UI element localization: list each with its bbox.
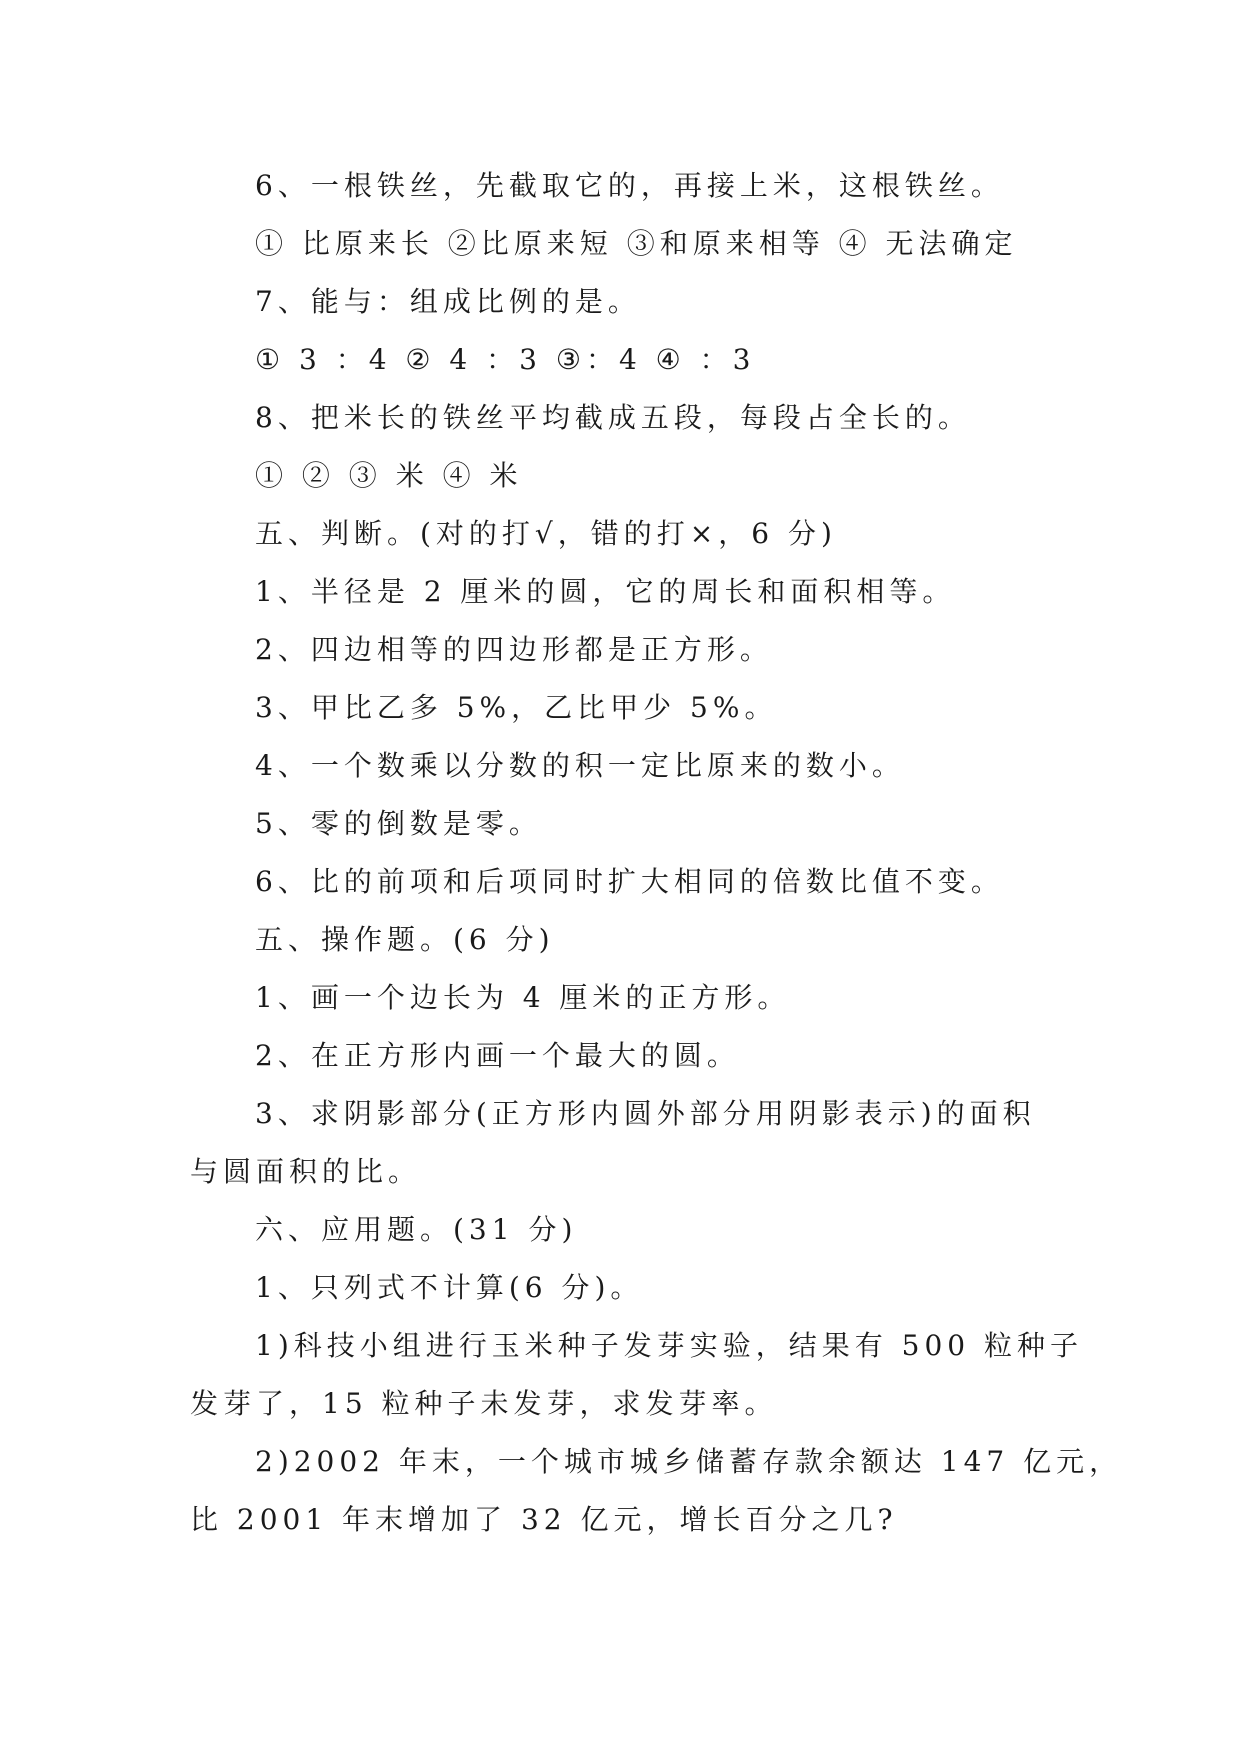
section-judgment-heading: 五、判断。(对的打√，错的打×，6 分)	[255, 517, 837, 550]
section-operation-heading: 五、操作题。(6 分)	[255, 923, 555, 956]
question-6-options: ① 比原来长 ②比原来短 ③和原来相等 ④ 无法确定	[255, 227, 1018, 260]
judgment-item-5: 5、零的倒数是零。	[255, 807, 542, 840]
question-8-text: 8、把米长的铁丝平均截成五段，每段占全长的。	[255, 401, 971, 434]
judgment-item-4: 4、一个数乘以分数的积一定比原来的数小。	[255, 749, 905, 782]
section-application-heading: 六、应用题。(31 分)	[255, 1213, 578, 1246]
question-8-options: ① ② ③ 米 ④ 米	[255, 459, 523, 492]
application-sub-2-continued: 比 2001 年末增加了 32 亿元，增长百分之几?	[190, 1503, 898, 1536]
operation-item-2: 2、在正方形内画一个最大的圆。	[255, 1039, 740, 1072]
judgment-item-6: 6、比的前项和后项同时扩大相同的倍数比值不变。	[255, 865, 1004, 898]
judgment-item-3: 3、甲比乙多 5%，乙比甲少 5%。	[255, 691, 778, 724]
application-item-1: 1、只列式不计算(6 分)。	[255, 1271, 644, 1304]
question-7-options: ① 3 ：4 ② 4 ：3 ③：4 ④ ：3	[255, 343, 756, 376]
application-sub-2: 2)2002 年末，一个城市城乡储蓄存款余额达 147 亿元，	[255, 1445, 1123, 1478]
application-sub-1: 1)科技小组进行玉米种子发芽实验，结果有 500 粒种子	[255, 1329, 1083, 1362]
operation-item-1: 1、画一个边长为 4 厘米的正方形。	[255, 981, 791, 1014]
operation-item-3: 3、求阴影部分(正方形内圆外部分用阴影表示)的面积	[255, 1097, 1036, 1130]
application-sub-1-continued: 发芽了，15 粒种子未发芽，求发芽率。	[190, 1387, 778, 1420]
question-7-text: 7、能与：组成比例的是。	[255, 285, 641, 318]
judgment-item-1: 1、半径是 2 厘米的圆，它的周长和面积相等。	[255, 575, 956, 608]
judgment-item-2: 2、四边相等的四边形都是正方形。	[255, 633, 773, 666]
question-6-text: 6、一根铁丝，先截取它的，再接上米，这根铁丝。	[255, 169, 1004, 202]
operation-item-3-continued: 与圆面积的比。	[190, 1155, 422, 1188]
